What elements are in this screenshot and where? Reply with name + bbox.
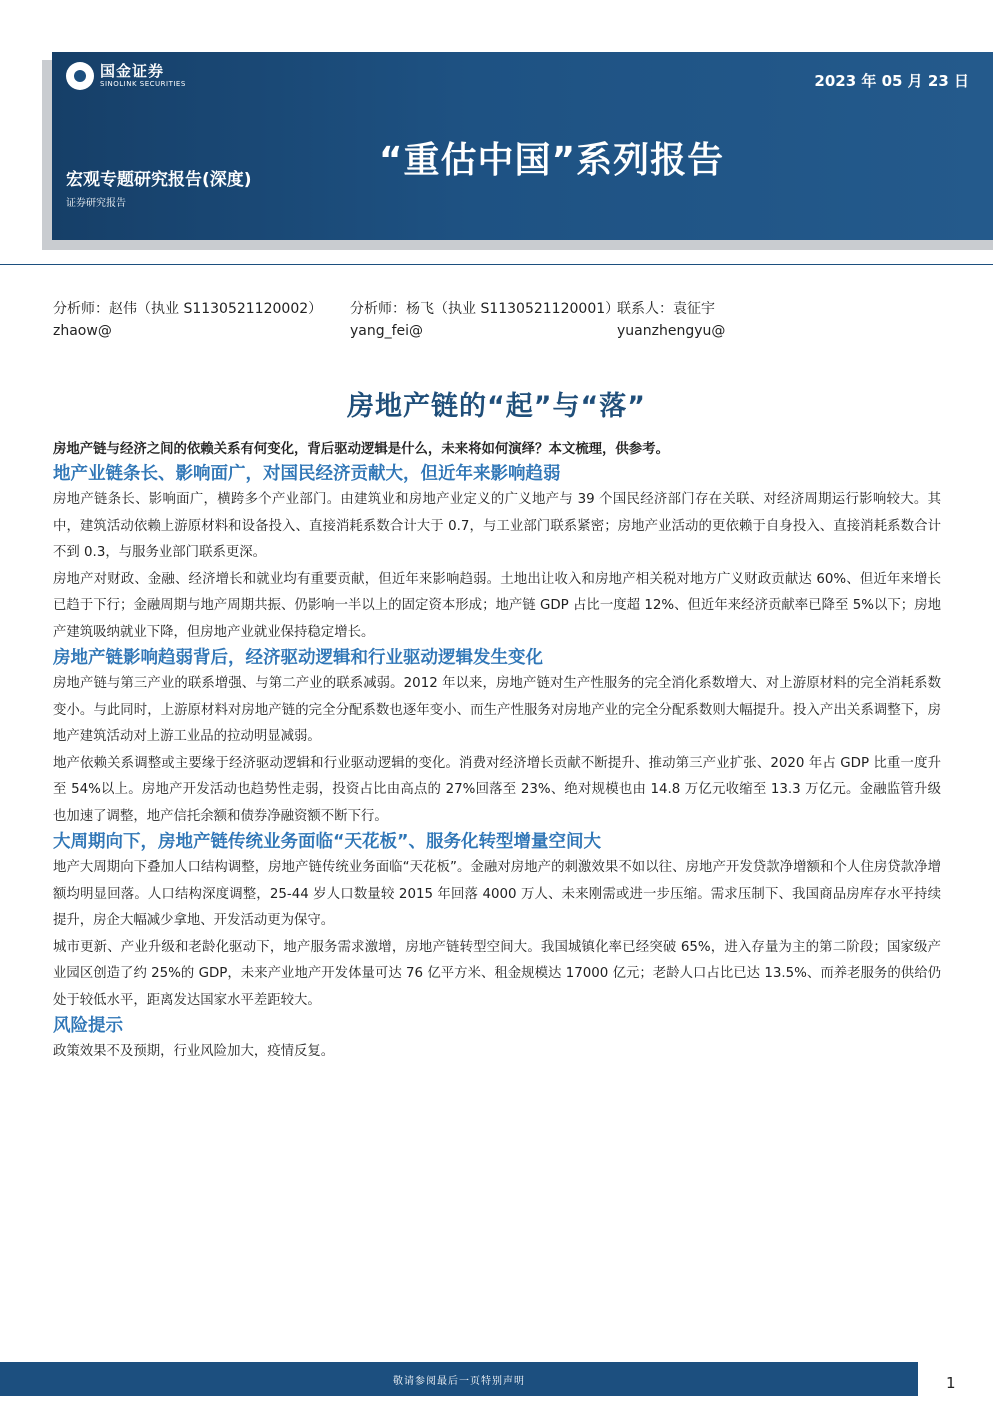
section-heading: 大周期向下，房地产链传统业务面临“天花板”、服务化转型增量空间大 bbox=[53, 832, 602, 852]
report-date: 2023 年 05 月 23 日 bbox=[814, 72, 969, 90]
footer-notice: 敬请参阅最后一页特别声明 bbox=[393, 1376, 525, 1387]
banner-divider bbox=[0, 264, 993, 265]
section-paragraph: 地产大周期向下叠加人口结构调整，房地产链传统业务面临“天花板”。金融对房地产的刺激效果不如以往、房地产开发贷款净增额和个人住房贷款净增额均明显回落。人口结构深度调整，25-44 岁人口数量较 2015 年回落 4000 万人、未来刚需或进一步压缩。需求压制下、我国商品房库存水平持续提升，房企大幅减少拿地、开发活动更为保守。 bbox=[53, 860, 941, 928]
contact-person bbox=[617, 298, 725, 342]
logo-mark-icon bbox=[66, 62, 94, 90]
contact-email: yuanzhengyu@ bbox=[617, 323, 726, 339]
logo-en: SINOLINK SECURITIES bbox=[100, 80, 186, 88]
report-title: 房地产链的“起”与“落” bbox=[347, 391, 646, 422]
report-type: 宏观专题研究报告(深度) bbox=[66, 170, 252, 190]
report-body bbox=[53, 438, 941, 1066]
page-number: 1 bbox=[946, 1374, 956, 1392]
report-subtype: 证券研究报告 bbox=[66, 198, 126, 209]
section-paragraph: 房地产对财政、金融、经济增长和就业均有重要贡献，但近年来影响趋弱。土地出让收入和房地产相关税对地方广义财政贡献达 60%、但近年来增长已趋于下行；金融周期与地产周期共振、仍影响一半以上的固定资本形成；地产链 GDP 占比一度超 12%、但近年来经济贡献率已降至 5%以下；房地产建筑吸纳就业下降，但房地产业就业保持稳定增长。 bbox=[53, 571, 941, 640]
section-paragraph: 房地产链条长、影响面广，横跨多个产业部门。由建筑业和房地产业定义的广义地产与 39 个国民经济部门存在关联、对经济周期运行影响较大。其中，建筑活动依赖上游原材料和设备投入、直接消耗系数合计大于 0.7，与工业部门联系紧密；房地产业活动的更依赖于自身投入、直接消耗系数合计不到 0.3，与服务业部门联系更深。 bbox=[53, 492, 941, 560]
section-paragraph: 地产依赖关系调整或主要缘于经济驱动逻辑和行业驱动逻辑的变化。消费对经济增长贡献不断提升、推动第三产业扩张、2020 年占 GDP 比重一度升至 54%以上。房地产开发活动也趋势性走弱，投资占比由高点的 27%回落至 23%、绝对规模也由 14.8 万亿元收缩至 13.3 万亿元。金融监管升级也加速了调整，地产信托余额和债券净融资额不断下行。 bbox=[53, 755, 941, 824]
lead-summary: 房地产链与经济之间的依赖关系有何变化，背后驱动逻辑是什么，未来将如何演绎？本文梳理，供参考。 bbox=[53, 442, 669, 457]
company-logo bbox=[66, 62, 186, 90]
analyst-1-email: zhaow@ bbox=[53, 323, 112, 339]
section-paragraph: 城市更新、产业升级和老龄化驱动下，地产服务需求激增，房地产链转型空间大。我国城镇化率已经突破 65%，进入存量为主的第二阶段；国家级产业园区创造了约 25%的 GDP，未来产业地产开发体量可达 76 亿平方米、租金规模达 17000 亿元；老龄人口占比已达 13.5%、而养老服务的供给仍处于较低水平，距离发达国家水平差距较大。 bbox=[53, 939, 941, 1008]
risk-paragraph: 政策效果不及预期，行业风险加大，疫情反复。 bbox=[53, 1044, 335, 1059]
analyst-2-name: 分析师：杨飞（执业 S1130521120001） bbox=[350, 301, 620, 317]
section-heading: 房地产链影响趋弱背后，经济驱动逻辑和行业驱动逻辑发生变化 bbox=[53, 648, 543, 668]
analyst-1-name: 分析师：赵伟（执业 S1130521120002） bbox=[53, 301, 323, 317]
logo-cn: 国金证券 bbox=[100, 62, 165, 80]
analyst-2 bbox=[350, 298, 619, 342]
analyst-2-email: yang_fei@ bbox=[350, 323, 424, 339]
analyst-1 bbox=[53, 298, 322, 342]
contact-name: 联系人：袁征宇 bbox=[617, 301, 715, 317]
series-title: “重估中国”系列报告 bbox=[378, 140, 725, 181]
logo-text bbox=[100, 63, 186, 89]
risk-heading: 风险提示 bbox=[53, 1016, 123, 1036]
section-paragraph: 房地产链与第三产业的联系增强、与第二产业的联系减弱。2012 年以来，房地产链对生产性服务的完全消化系数增大、对上游原材料的完全消耗系数变小。与此同时，上游原材料对房地产链的完全分配系数也逐年变小、而生产性服务对房地产业的完全分配系数则大幅提升。投入产出关系调整下，房地产建筑活动对上游工业品的拉动明显减弱。 bbox=[53, 676, 941, 744]
section-heading: 地产业链条长、影响面广，对国民经济贡献大，但近年来影响趋弱 bbox=[53, 464, 561, 484]
